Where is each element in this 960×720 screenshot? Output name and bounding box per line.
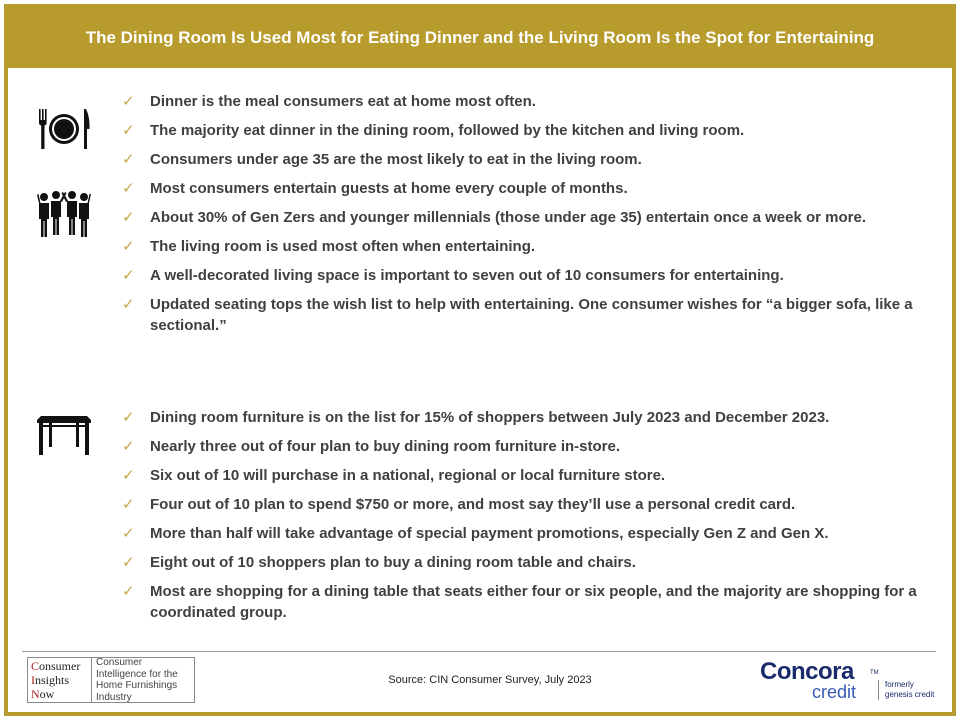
source-note: Source: CIN Consumer Survey, July 2023 [388, 674, 592, 686]
list-item: ✓ Consumers under age 35 are the most likely to eat in the living room. [122, 151, 642, 168]
title-banner [8, 8, 952, 68]
concora-wordmark: Concora [760, 658, 854, 685]
check-icon: ✓ [122, 151, 135, 168]
cin-logo-wordmark: Consumer Insights Now [28, 658, 92, 702]
list-item: ✓ Most consumers entertain guests at home every couple of months. [122, 180, 628, 197]
plate-cutlery-icon [36, 107, 92, 151]
list-item: ✓ The majority eat dinner in the dining room, followed by the kitchen and living room. [122, 122, 745, 139]
check-icon: ✓ [122, 467, 135, 484]
list-item: ✓ Six out of 10 will purchase in a national, regional or local furniture store. [122, 467, 666, 484]
list-item: ✓ About 30% of Gen Zers and younger millennials (those under age 35) entertain once a week or more. [122, 209, 867, 226]
check-icon: ✓ [122, 93, 135, 110]
list-item: ✓ The living room is used most often when entertaining. [122, 238, 536, 255]
dining-entertaining-list [118, 91, 918, 344]
list-item: ✓ Dinner is the meal consumers eat at home most often. [122, 93, 536, 110]
people-group-icon [36, 189, 92, 241]
cin-logo [27, 657, 195, 703]
concora-trademark: TM [870, 670, 879, 676]
list-item: ✓ Four out of 10 plan to spend $750 or more, and most say they’ll use a personal credit card. [122, 496, 796, 513]
list-item: ✓ Most are shopping for a dining table that seats either four or six people, and the majority are shopping for a coordinated group. [122, 583, 917, 621]
cin-logo-tagline: Consumer Intelligence for the Home Furnishings Industry [96, 657, 178, 703]
check-icon: ✓ [122, 122, 135, 139]
page-title: The Dining Room Is Used Most for Eating Dinner and the Living Room Is the Spot for Entertaining [85, 28, 875, 47]
check-icon: ✓ [122, 238, 135, 255]
concora-credit-word: credit [812, 682, 857, 702]
list-item: ✓ More than half will take advantage of special payment promotions, especially Gen Z and Gen X. [122, 525, 829, 542]
check-icon: ✓ [122, 180, 135, 197]
list-item: ✓ Nearly three out of four plan to buy dining room furniture in-store. [122, 438, 621, 455]
list-item: ✓ A well-decorated living space is important to seven out of 10 consumers for entertaining. [122, 267, 784, 284]
list-item: ✓ Updated seating tops the wish list to help with entertaining. One consumer wishes for “a bigger sofa, like a sectional.” [122, 296, 913, 334]
check-icon: ✓ [122, 583, 135, 600]
check-icon: ✓ [122, 267, 135, 284]
check-icon: ✓ [122, 209, 135, 226]
check-icon: ✓ [122, 496, 135, 513]
check-icon: ✓ [122, 438, 135, 455]
check-icon: ✓ [122, 525, 135, 542]
list-item: ✓ Eight out of 10 shoppers plan to buy a dining room table and chairs. [122, 554, 636, 571]
check-icon: ✓ [122, 296, 135, 313]
concora-formerly-note: formerly genesis credit [878, 680, 938, 700]
check-icon: ✓ [122, 409, 135, 426]
dining-furniture-list [118, 407, 918, 631]
list-item: ✓ Dining room furniture is on the list for 15% of shoppers between July 2023 and December 2023. [122, 409, 830, 426]
check-icon: ✓ [122, 554, 135, 571]
footer-divider [22, 651, 936, 652]
concora-credit-logo [760, 658, 940, 704]
dining-table-icon [36, 416, 92, 456]
